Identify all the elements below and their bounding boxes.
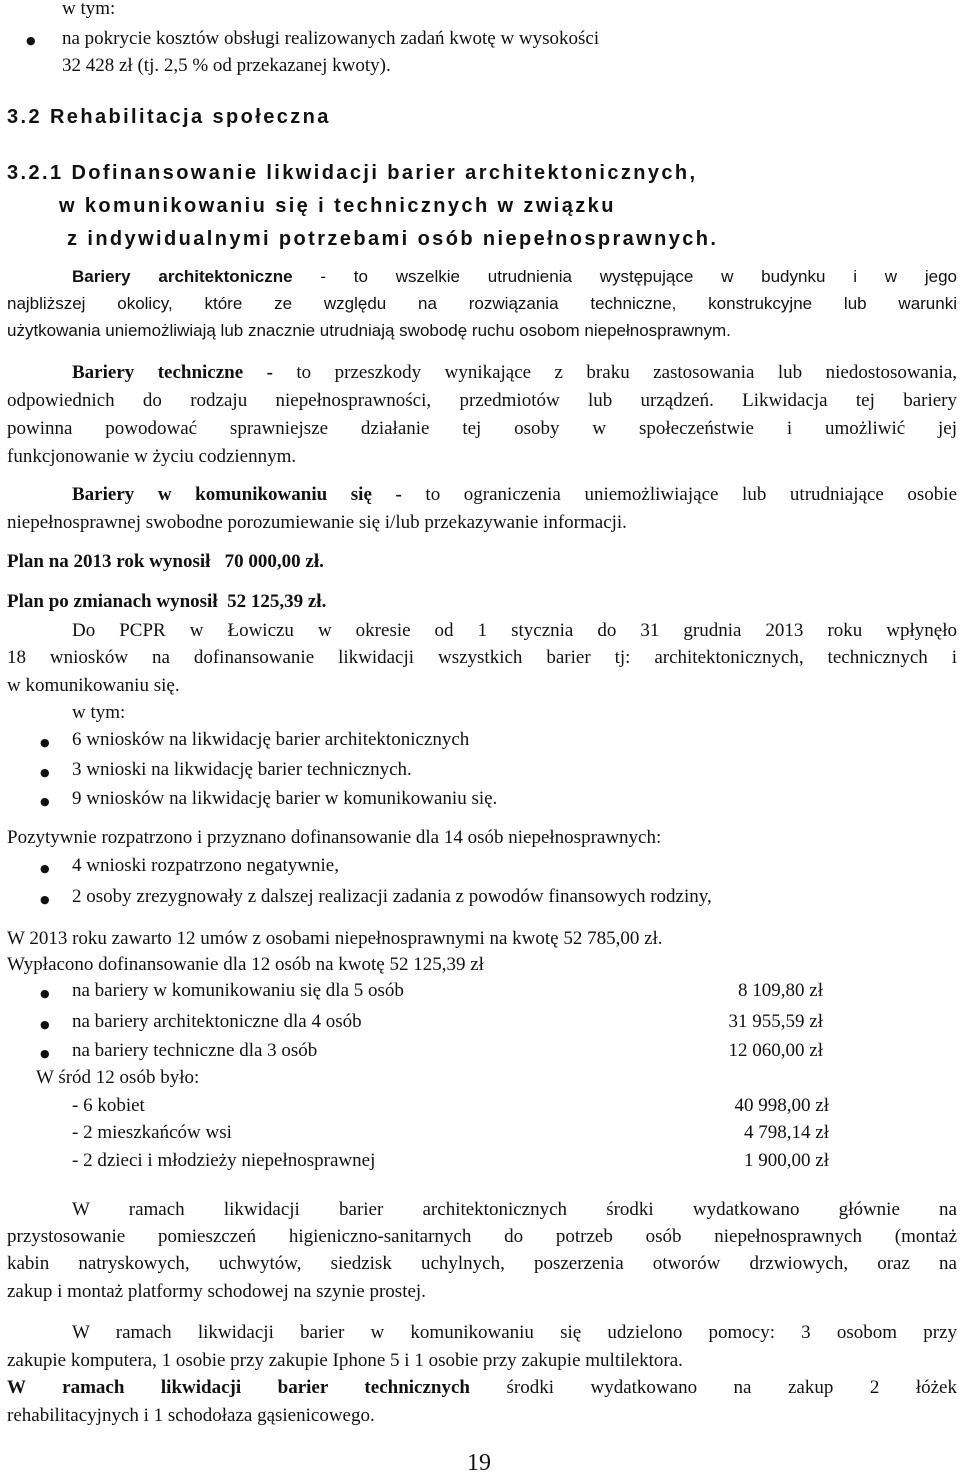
wtym-label-top: w tym: bbox=[62, 0, 116, 19]
section-heading: 3.2 Rehabilitacja społeczna bbox=[7, 106, 331, 128]
among-label: W śród 12 osób było: bbox=[36, 1067, 200, 1088]
bullet-icon: ● bbox=[40, 1047, 50, 1060]
bullet-icon: ● bbox=[40, 766, 50, 779]
def-tech-term: Bariery techniczne - bbox=[72, 362, 273, 383]
positive-line: Pozytywnie rozpatrzono i przyznano dofinansowanie dla 14 osób niepełnosprawnych: bbox=[7, 827, 662, 848]
arch-para-line-2: przystosowanie pomieszczeń higieniczno-sanitarnych do potrzeb osób niepełnosprawnych (montaż bbox=[7, 1226, 957, 1247]
contracts-line-1: W 2013 roku zawarto 12 umów z osobami niepełnosprawnymi na kwotę 52 785,00 zł. bbox=[7, 928, 663, 949]
tech-para-line-2: rehabilitacyjnych i 1 schodołaza gąsienicowego. bbox=[7, 1405, 375, 1426]
def-tech-line-2: odpowiednich do rodzaju niepełnosprawności, przedmiotów lub urządzeń. Likwidacja tej bariery bbox=[7, 390, 957, 411]
bullet-icon: ● bbox=[40, 736, 50, 749]
among-item-label: - 2 dzieci i młodzieży niepełnosprawnej bbox=[72, 1150, 376, 1171]
plan-after-value: 52 125,39 zł. bbox=[227, 591, 327, 612]
list-item: 3 wnioski na likwidację barier technicznych. bbox=[72, 759, 412, 780]
def-arch-line-1 bbox=[7, 267, 957, 287]
tech-para-bold: W ramach likwidacji barier technicznych bbox=[7, 1377, 470, 1398]
kom-para-line-1: W ramach likwidacji barier w komunikowaniu się udzielono pomocy: 3 osobom przy bbox=[72, 1322, 957, 1343]
kom-para-line-2: zakupie komputera, 1 osobie przy zakupie Iphone 5 i 1 osobie przy zakupie multilektora. bbox=[7, 1350, 683, 1371]
list-item: 2 osoby zrezygnowały z dalszej realizacji zadania z powodów finansowych rodziny, bbox=[72, 886, 712, 907]
def-tech-line-1 bbox=[7, 362, 957, 384]
bullet-icon: ● bbox=[40, 862, 50, 875]
def-arch-text: - to wszelkie utrudnienia występujące w budynku i w jego bbox=[320, 267, 957, 286]
list-item: 6 wniosków na likwidację barier architektonicznych bbox=[72, 729, 470, 750]
def-tech-line-3: powinna powodować sprawniejsze działanie tej osoby w społeczeństwie i umożliwić jej bbox=[7, 418, 957, 439]
arch-para-line-1: W ramach likwidacji barier architektonicznych środki wydatkowano głównie na bbox=[72, 1199, 957, 1220]
subsection-heading-line-1: 3.2.1 Dofinansowanie likwidacji barier architektonicznych, bbox=[7, 162, 698, 184]
among-item-label: - 2 mieszkańców wsi bbox=[72, 1122, 232, 1143]
def-arch-term: Bariery architektoniczne bbox=[72, 267, 293, 286]
payment-amount: 12 060,00 zł bbox=[728, 1040, 823, 1061]
among-item-label: - 6 kobiet bbox=[72, 1095, 145, 1116]
def-arch-line-3: użytkowania uniemożliwiają lub znacznie utrudniają swobodę ruchu osobom niepełnosprawnym. bbox=[7, 321, 731, 340]
subsection-heading-line-3: z indywidualnymi potrzebami osób niepełnosprawnych. bbox=[67, 228, 719, 250]
plan-after-line bbox=[7, 591, 326, 613]
def-kom-line-2: niepełnosprawnej swobodne porozumiewanie się i/lub przekazywanie informacji. bbox=[7, 512, 627, 533]
bullet-icon: ● bbox=[40, 893, 50, 906]
payment-label: na bariery w komunikowaniu się dla 5 osób bbox=[72, 980, 404, 1001]
def-kom-text: to ograniczenia uniemożliwiające lub utrudniające osobie bbox=[425, 484, 958, 505]
subsection-heading-line-2: w komunikowaniu się i technicznych w związku bbox=[59, 195, 616, 217]
def-kom-line-1 bbox=[7, 484, 957, 506]
among-item-amount: 1 900,00 zł bbox=[744, 1150, 829, 1171]
def-tech-text: to przeszkody wynikające z braku zastosowania lub niedostosowania, bbox=[296, 362, 958, 383]
pcpr-line-1: Do PCPR w Łowiczu w okresie od 1 stycznia do 31 grudnia 2013 roku wpłynęło bbox=[72, 620, 957, 641]
plan-after-label: Plan po zmianach wynosił bbox=[7, 591, 218, 612]
payment-label: na bariery techniczne dla 3 osób bbox=[72, 1040, 318, 1061]
list-item-continuation: 32 428 zł (tj. 2,5 % od przekazanej kwoty). bbox=[62, 55, 391, 76]
list-item: 4 wnioski rozpatrzono negatywnie, bbox=[72, 855, 339, 876]
pcpr-line-2: 18 wniosków na dofinansowanie likwidacji wszystkich barier tj: architektonicznych, technicznych i bbox=[7, 647, 957, 668]
def-arch-line-2: najbliższej okolicy, które ze względu na rozwiązania techniczne, konstrukcyjne lub warunki bbox=[7, 294, 957, 313]
pcpr-wtym-label: w tym: bbox=[72, 702, 126, 723]
def-kom-term: Bariery w komunikowaniu się - bbox=[72, 484, 402, 505]
bullet-icon: ● bbox=[40, 1018, 50, 1031]
def-tech-line-4: funkcjonowanie w życiu codziennym. bbox=[7, 446, 297, 467]
list-item: 9 wniosków na likwidację barier w komunikowaniu się. bbox=[72, 788, 498, 809]
plan-label: Plan na 2013 rok wynosił bbox=[7, 551, 211, 572]
among-item-amount: 4 798,14 zł bbox=[744, 1122, 829, 1143]
arch-para-line-4: zakup i montaż platformy schodowej na szynie prostej. bbox=[7, 1281, 426, 1302]
tech-para-line-1 bbox=[7, 1377, 957, 1399]
payment-amount: 31 955,59 zł bbox=[728, 1011, 823, 1032]
contracts-line-2: Wypłacono dofinansowanie dla 12 osób na kwotę 52 125,39 zł bbox=[7, 954, 484, 975]
payment-amount: 8 109,80 zł bbox=[738, 980, 823, 1001]
among-item-amount: 40 998,00 zł bbox=[734, 1095, 829, 1116]
page-number: 19 bbox=[467, 1450, 491, 1476]
arch-para-line-3: kabin natryskowych, uchwytów, siedzisk uchylnych, poszerzenia otworów drzwiowych, oraz na bbox=[7, 1253, 957, 1274]
bullet-icon: ● bbox=[26, 34, 36, 47]
list-item: na pokrycie kosztów obsługi realizowanych zadań kwotę w wysokości bbox=[62, 28, 600, 49]
bullet-icon: ● bbox=[40, 795, 50, 808]
tech-para-text: środki wydatkowano na zakup 2 łóżek bbox=[506, 1377, 957, 1398]
bullet-icon: ● bbox=[40, 987, 50, 1000]
plan-value: 70 000,00 zł. bbox=[224, 551, 324, 572]
pcpr-line-3: w komunikowaniu się. bbox=[7, 675, 180, 696]
plan-line bbox=[7, 551, 324, 573]
payment-label: na bariery architektoniczne dla 4 osób bbox=[72, 1011, 362, 1032]
